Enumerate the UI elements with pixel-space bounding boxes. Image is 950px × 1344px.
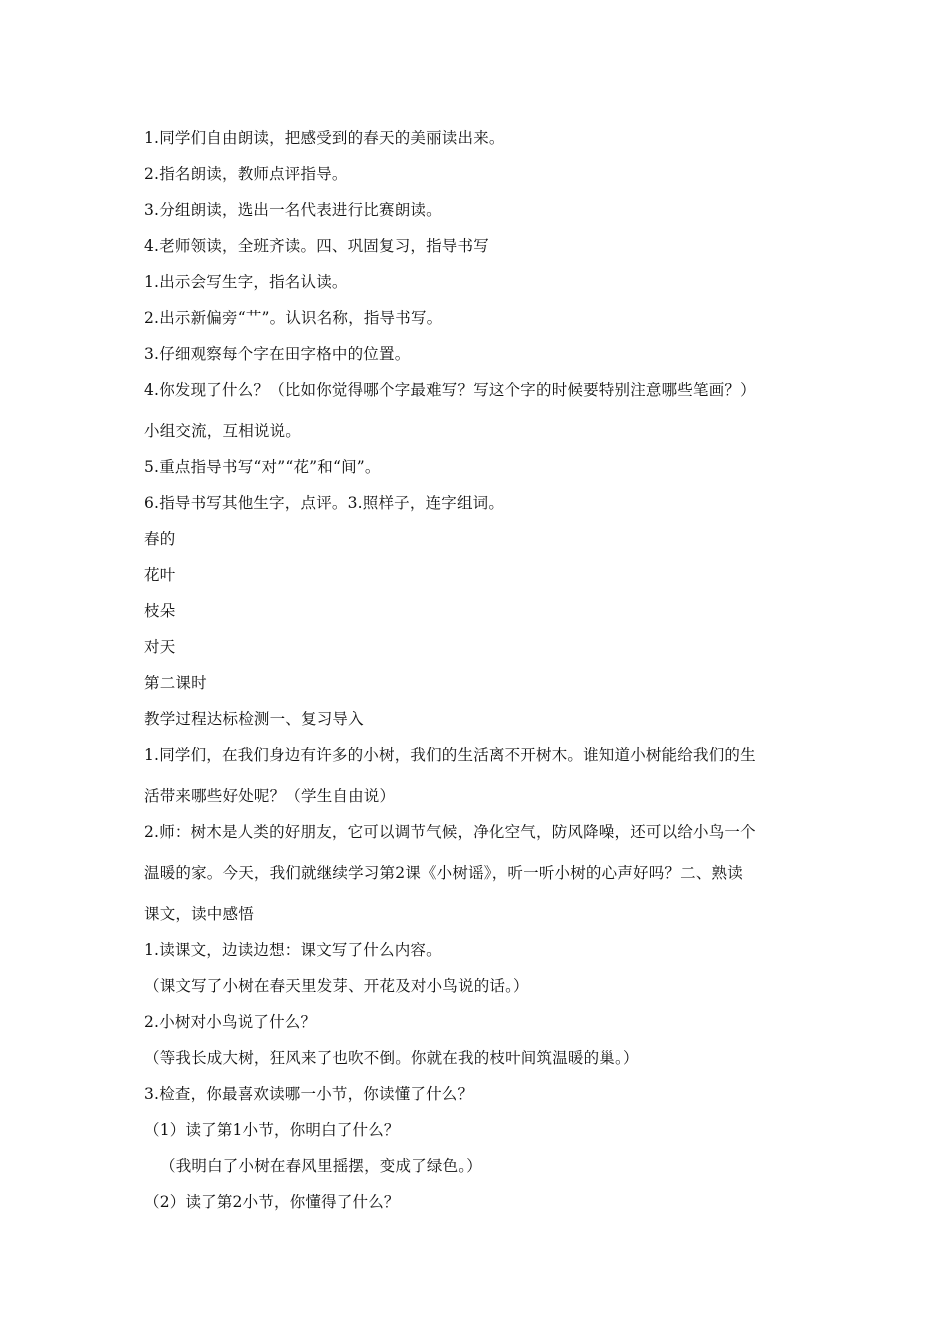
word-pair-line: 春的 xyxy=(144,530,176,548)
word-pair-line: 枝朵 xyxy=(144,602,176,620)
paragraph-line: 教学过程达标检测一、复习导入 xyxy=(144,710,364,728)
paragraph-line: （1）读了第1小节，你明白了什么？ xyxy=(144,1121,400,1139)
paragraph-line: 3.仔细观察每个字在田字格中的位置。 xyxy=(144,345,411,363)
paragraph-line: 小组交流，互相说说。 xyxy=(144,422,302,440)
paragraph-line: 1.读课文，边读边想：课文写了什么内容。 xyxy=(144,941,442,959)
paragraph-line: 3.检查，你最喜欢读哪一小节，你读懂了什么？ xyxy=(144,1085,474,1103)
paragraph-line: 1.同学们，在我们身边有许多的小树，我们的生活离不开树木。谁知道小树能给我们的生 xyxy=(144,746,756,764)
paragraph-line: （我明白了小树在春风里摇摆，变成了绿色。） xyxy=(160,1157,482,1175)
paragraph-line: 6.指导书写其他生字，点评。3.照样子，连字组词。 xyxy=(144,494,505,512)
paragraph-line: 3.分组朗读，选出一名代表进行比赛朗读。 xyxy=(144,201,442,219)
paragraph-line: 4.老师领读，全班齐读。四、巩固复习，指导书写 xyxy=(144,237,489,255)
paragraph-line: 2.指名朗读，教师点评指导。 xyxy=(144,165,348,183)
paragraph-line: （等我长成大树，狂风来了也吹不倒。你就在我的枝叶间筑温暖的巢。） xyxy=(144,1049,639,1067)
word-pair-line: 对天 xyxy=(144,638,176,656)
paragraph-line: 2.小树对小鸟说了什么？ xyxy=(144,1013,317,1031)
word-pair-line: 花叶 xyxy=(144,566,176,584)
paragraph-line: 2.师：树木是人类的好朋友，它可以调节气候，净化空气，防风降噪，还可以给小鸟一个 xyxy=(144,823,756,841)
paragraph-line: 5.重点指导书写“对”“花”和“间”。 xyxy=(144,458,381,476)
section-heading: 第二课时 xyxy=(144,674,207,692)
paragraph-line: 2.出示新偏旁“艹”。认识名称，指导书写。 xyxy=(144,309,443,327)
paragraph-line: 活带来哪些好处呢？（学生自由说） xyxy=(144,787,396,805)
paragraph-line: 4.你发现了什么？（比如你觉得哪个字最难写？写这个字的时候要特别注意哪些笔画？） xyxy=(144,381,756,399)
paragraph-line: 温暖的家。今天，我们就继续学习第2课《小树谣》，听一听小树的心声好吗？二、熟读 xyxy=(144,864,743,882)
paragraph-line: 1.出示会写生字，指名认读。 xyxy=(144,273,348,291)
paragraph-line: 1.同学们自由朗读，把感受到的春天的美丽读出来。 xyxy=(144,129,505,147)
paragraph-line: （课文写了小树在春天里发芽、开花及对小鸟说的话。） xyxy=(144,977,529,995)
paragraph-line: （2）读了第2小节，你懂得了什么？ xyxy=(144,1193,400,1211)
paragraph-line: 课文，读中感悟 xyxy=(144,905,254,923)
